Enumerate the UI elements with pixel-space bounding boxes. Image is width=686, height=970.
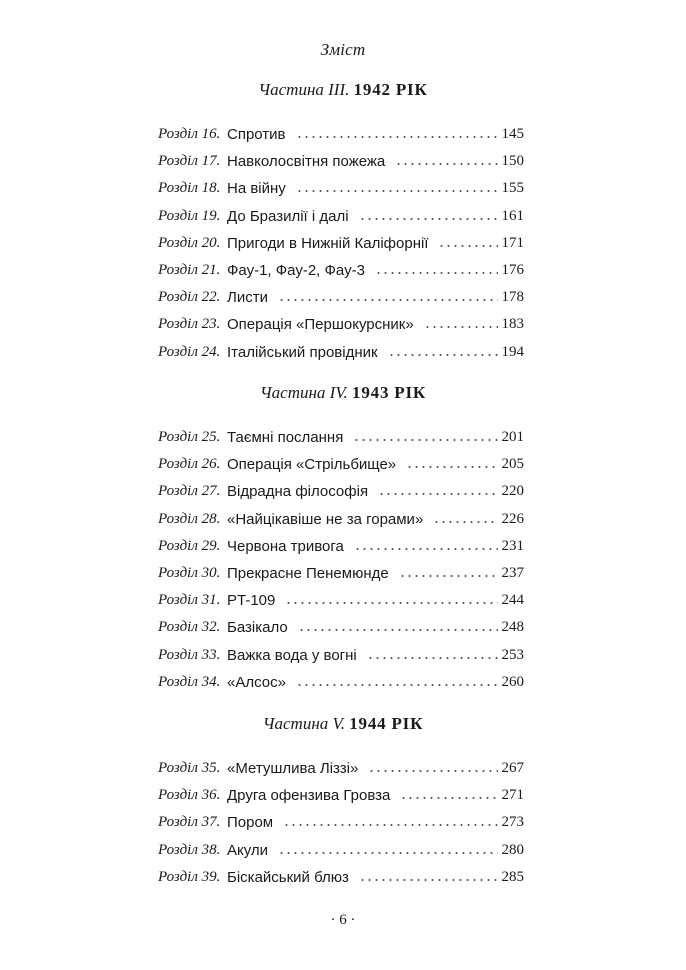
chapter-title-row [227, 180, 498, 200]
chapter-title: Таємні послання [227, 429, 344, 446]
chapter-label: Розділ 33. [158, 646, 221, 663]
toc-entry [0, 153, 686, 173]
chapter-title: Акули [227, 841, 269, 859]
chapter-title: Італійський провідник [227, 343, 378, 361]
chapter-title: Пригоди в Нижній Каліфорнії [227, 234, 429, 252]
dot-leader [406, 457, 498, 469]
part-label: Частина V. [262, 714, 345, 733]
chapter-title: PT-109 [227, 592, 276, 610]
chapter-label: Розділ 26. [158, 456, 221, 473]
dot-leader [378, 484, 498, 496]
page-number: 201 [501, 429, 524, 445]
chapter-title-row [227, 592, 498, 612]
chapter-label: Розділ 17. [158, 153, 221, 170]
toc-entry [0, 538, 686, 558]
chapter-title: Друга офензива Гровза [227, 787, 391, 805]
dot-leader [283, 815, 498, 827]
toc-entry [0, 429, 686, 449]
chapter-label: Розділ 35. [158, 760, 221, 776]
toc-entry [0, 208, 686, 228]
chapter-title-row [227, 316, 498, 336]
chapter-title-row [227, 538, 498, 558]
chapter-title: Важка вода у вогні [227, 646, 357, 664]
chapter-label: Розділ 18. [158, 180, 221, 197]
chapter-label: Розділ 39. [158, 868, 221, 885]
chapter-title-row [227, 289, 498, 309]
chapter-title-row [227, 344, 498, 364]
page-number-folio: · 6 · [330, 912, 356, 928]
chapter-label: Розділ 28. [158, 510, 221, 527]
chapter-label: Розділ 37. [158, 814, 221, 831]
chapter-title-row [227, 511, 498, 531]
chapter-title: «Метушлива Ліззі» [227, 760, 359, 777]
toc-entry [0, 619, 686, 639]
chapter-title-row [227, 869, 498, 889]
page-number: 171 [501, 234, 524, 251]
chapter-label: Розділ 29. [158, 537, 221, 554]
dot-leader [278, 290, 498, 302]
chapter-title-row [227, 814, 498, 834]
page-number: 183 [501, 316, 524, 333]
page-number: 253 [501, 646, 524, 663]
page-number: 155 [501, 180, 524, 197]
chapter-title-row [227, 429, 498, 449]
page-number: 260 [501, 673, 524, 690]
page-number: 285 [501, 868, 524, 885]
toc-entry [0, 674, 686, 694]
dot-leader [368, 761, 498, 773]
toc-entry [0, 511, 686, 531]
chapter-title-row [227, 262, 498, 282]
chapter-label: Розділ 30. [158, 565, 221, 581]
chapter-title-row [227, 787, 498, 807]
toc-entry [0, 316, 686, 336]
dot-leader [359, 870, 498, 882]
dot-leader [400, 788, 498, 800]
dot-leader [354, 539, 498, 551]
page-number: 271 [501, 787, 524, 804]
part-label: Частина III. [258, 80, 350, 99]
chapter-title: На війну [227, 180, 286, 198]
dot-leader [438, 236, 498, 248]
toc-entry [0, 760, 686, 780]
chapter-label: Розділ 16. [158, 126, 221, 142]
dot-leader [395, 154, 498, 166]
part-year: 1943 РІК [352, 383, 427, 402]
page-number: 273 [501, 814, 524, 831]
dot-leader [353, 430, 498, 442]
part-year: 1944 РІК [349, 714, 424, 733]
chapter-label: Розділ 32. [158, 619, 221, 636]
chapter-title-row [227, 456, 498, 476]
page-number: 267 [501, 760, 524, 776]
toc-entry [0, 483, 686, 503]
toc-entry [0, 235, 686, 255]
chapter-title-row [227, 647, 498, 667]
dot-leader [278, 843, 498, 855]
chapter-title: Листи [227, 289, 268, 307]
dot-leader [296, 127, 498, 139]
page-number: 237 [501, 565, 524, 581]
chapter-title: Навколосвітня пожежа [227, 153, 386, 171]
toc-entry [0, 787, 686, 807]
chapter-label: Розділ 27. [158, 483, 221, 500]
page-number: 220 [501, 483, 524, 500]
page-number: 145 [501, 126, 524, 142]
chapter-title: Біскайський блюз [227, 868, 349, 886]
page-number: 248 [501, 619, 524, 636]
page-number: 178 [501, 289, 524, 306]
chapter-title: Фау-1, Фау-2, Фау-3 [227, 262, 365, 279]
page-number: 205 [501, 456, 524, 473]
chapter-title-row [227, 760, 498, 780]
chapter-title: Прекрасне Пенемюнде [227, 565, 389, 582]
chapter-title-row [227, 619, 498, 639]
chapter-title-row [227, 235, 498, 255]
toc-entry [0, 456, 686, 476]
page-number: 280 [501, 841, 524, 858]
chapter-label: Розділ 31. [158, 592, 221, 609]
chapter-label: Розділ 19. [158, 207, 221, 224]
part-year: 1942 РІК [353, 80, 428, 99]
toc-entry [0, 869, 686, 889]
chapter-title-row [227, 483, 498, 503]
part-heading [0, 383, 686, 403]
chapter-label: Розділ 25. [158, 429, 221, 445]
chapter-title: Спротив [227, 126, 286, 143]
chapter-title: Відрадна філософія [227, 483, 369, 501]
dot-leader [367, 648, 498, 660]
dot-leader [433, 512, 498, 524]
chapter-title-row [227, 565, 498, 585]
toc-entry [0, 592, 686, 612]
chapter-title-row [227, 208, 498, 228]
chapter-label: Розділ 36. [158, 787, 221, 804]
toc-entry [0, 814, 686, 834]
dot-leader [399, 566, 498, 578]
chapter-title: «Алсос» [227, 673, 286, 691]
chapter-label: Розділ 23. [158, 316, 221, 333]
page-number: 176 [501, 262, 524, 278]
chapter-title: До Бразилії і далі [227, 207, 349, 225]
part-label: Частина IV. [259, 383, 348, 402]
dot-leader [388, 345, 498, 357]
dot-leader [296, 675, 498, 687]
chapter-title: Операція «Стрільбище» [227, 456, 397, 474]
dot-leader [359, 209, 498, 221]
page-number: 244 [501, 592, 524, 609]
chapter-title-row [227, 126, 498, 146]
running-head: Зміст [320, 40, 366, 59]
page-number: 150 [501, 153, 524, 170]
chapter-title-row [227, 842, 498, 862]
toc-entry [0, 842, 686, 862]
chapter-title-row [227, 674, 498, 694]
chapter-title: Базікало [227, 619, 288, 637]
dot-leader [296, 181, 498, 193]
toc-entry [0, 647, 686, 667]
chapter-label: Розділ 38. [158, 841, 221, 858]
dot-leader [298, 620, 498, 632]
chapter-title: Операція «Першокурсник» [227, 316, 414, 334]
chapter-title: Пором [227, 814, 274, 832]
toc-entry [0, 344, 686, 364]
toc-entry [0, 565, 686, 585]
toc-entry [0, 289, 686, 309]
chapter-label: Розділ 22. [158, 289, 221, 306]
page-number: 231 [501, 537, 524, 554]
part-heading [0, 80, 686, 100]
chapter-label: Розділ 21. [158, 262, 221, 278]
toc-entry [0, 262, 686, 282]
part-heading [0, 714, 686, 734]
dot-leader [424, 317, 498, 329]
dot-leader [285, 593, 498, 605]
chapter-title: Червона тривога [227, 537, 344, 555]
toc-entry [0, 126, 686, 146]
chapter-label: Розділ 34. [158, 673, 221, 690]
chapter-label: Розділ 24. [158, 343, 221, 360]
chapter-label: Розділ 20. [158, 234, 221, 251]
chapter-title-row [227, 153, 498, 173]
page-number: 161 [501, 207, 524, 224]
dot-leader [375, 263, 498, 275]
toc-entry [0, 180, 686, 200]
chapter-title: «Найцікавіше не за горами» [227, 510, 424, 528]
page-number: 194 [501, 343, 524, 360]
page-number: 226 [501, 510, 524, 527]
